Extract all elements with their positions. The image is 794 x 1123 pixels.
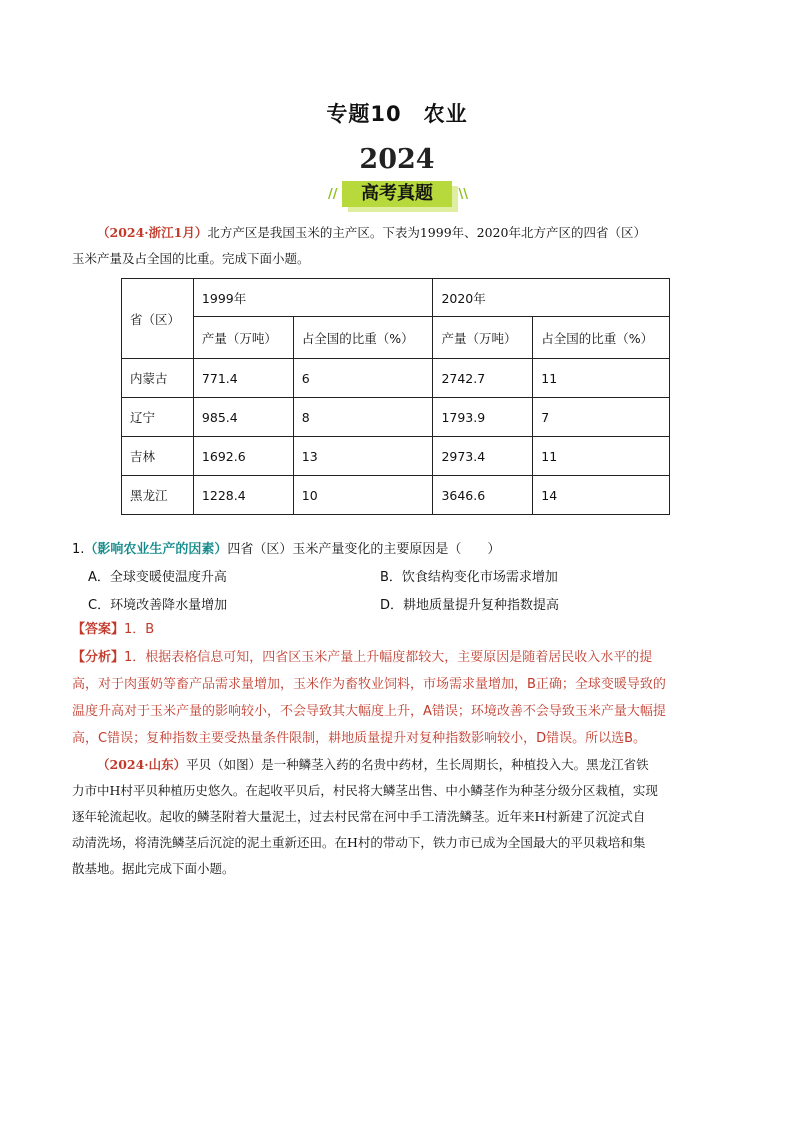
option-c[interactable]: C．环境改善降水量增加 [88,598,228,613]
table-row [122,398,670,437]
cell-province: 内蒙古 [122,359,194,398]
cell-province: 黑龙江 [122,476,194,515]
intro-text-1: 北方产区是我国玉米的主产区。下表为1999年、2020年北方产区的四省（区） [207,225,646,240]
intro-line-2: 玉米产量及占全国的比重。完成下面小题。 [72,251,310,266]
analysis-line-2: 高，对于肉蛋奶等畜产品需求量增加，玉米作为畜牧业饲料，市场需求量增加，B正确；全球变暖导致的 [72,677,666,692]
question-number: 1. [72,542,85,557]
passage-2 [72,752,722,882]
table-subheader-row [122,317,670,359]
answer-label: 【答案】 [72,622,125,637]
analysis-label: 【分析】 [72,650,125,665]
option-a[interactable]: A．全球变暖使温度升高 [88,570,227,585]
source-tag: （2024·浙江1月） [97,225,208,240]
cell-output-2020: 3646.6 [433,476,533,515]
subheader-share-2020: 占全国的比重（%） [533,317,670,359]
cell-share-1999: 13 [293,437,433,476]
cell-share-1999: 10 [293,476,433,515]
intro-line-1 [72,220,722,246]
answer-value: 1．B [124,622,155,637]
cell-output-1999: 985.4 [193,398,293,437]
ribbon-label: 高考真题 [361,183,433,204]
header-province: 省（区） [122,279,194,359]
cell-province: 吉林 [122,437,194,476]
passage-2-text-1: 平贝（如图）是一种鳞茎入药的名贵中药材，生长周期长，种植投入大。黑龙江省铁 [186,757,649,772]
passage-2-line-2: 力市中H村平贝种植历史悠久。在起收平贝后，村民将大鳞茎出售、中小鳞茎作为种茎分级分区栽植，实现 [72,783,658,798]
subheader-share-1999: 占全国的比重（%） [293,317,433,359]
analysis-line-1 [72,644,722,671]
cell-output-1999: 771.4 [193,359,293,398]
corn-output-table [121,278,670,515]
header-year-1999: 1999年 [193,279,433,317]
analysis-line-4: 高，C错误；复种指数主要受热量条件限制，耕地质量提升对复种指数影响较小，D错误。所以选B。 [72,731,647,746]
cell-share-2020: 14 [533,476,670,515]
passage-2-line-5: 散基地。据此完成下面小题。 [72,861,235,876]
analysis-block [72,644,722,752]
intro-paragraph [72,220,722,272]
answer-line [72,616,722,643]
section-ribbon [322,181,472,211]
cell-output-2020: 2973.4 [433,437,533,476]
cell-output-1999: 1228.4 [193,476,293,515]
passage-2-line-3: 逐年轮流起收。起收的鳞茎附着大量泥土，过去村民常在河中手工清洗鳞茎。近年来H村新建了沉淀式自 [72,809,646,824]
cell-province: 辽宁 [122,398,194,437]
cell-share-2020: 11 [533,437,670,476]
slash-decoration-right: \\ [458,187,468,202]
question-topic-tag: （影响农业生产的因素） [84,542,228,557]
cell-output-2020: 2742.7 [433,359,533,398]
source-tag: （2024·山东） [97,757,187,772]
cell-output-2020: 1793.9 [433,398,533,437]
question-1-stem [72,538,732,557]
slash-decoration-left: // [328,187,338,202]
passage-2-line-4: 动清洗场，将清洗鳞茎后沉淀的泥土重新还田。在H村的带动下，铁力市已成为全国最大的平贝栽培和集 [72,835,646,850]
option-d[interactable]: D．耕地质量提升复种指数提高 [380,598,560,613]
option-b[interactable]: B．饮食结构变化市场需求增加 [380,570,558,585]
year-heading: 2024 [359,144,435,175]
subheader-output-2020: 产量（万吨） [433,317,533,359]
table-row [122,359,670,398]
header-year-2020: 2020年 [433,279,670,317]
subheader-output-1999: 产量（万吨） [193,317,293,359]
table-row [122,476,670,515]
question-text: 四省（区）玉米产量变化的主要原因是（ ） [227,542,501,557]
cell-output-1999: 1692.6 [193,437,293,476]
table-row [122,437,670,476]
passage-2-line-1 [72,752,722,778]
cell-share-2020: 11 [533,359,670,398]
analysis-text-1: 1．根据表格信息可知，四省区玉米产量上升幅度都较大，主要原因是随着居民收入水平的提 [124,650,653,665]
table-header-row [122,279,670,317]
cell-share-1999: 8 [293,398,433,437]
analysis-line-3: 温度升高对于玉米产量的影响较小，不会导致其大幅度上升，A错误；环境改善不会导致玉米产量大幅提 [72,704,666,719]
cell-share-1999: 6 [293,359,433,398]
page-title: 专题10 农业 [326,102,468,126]
cell-share-2020: 7 [533,398,670,437]
